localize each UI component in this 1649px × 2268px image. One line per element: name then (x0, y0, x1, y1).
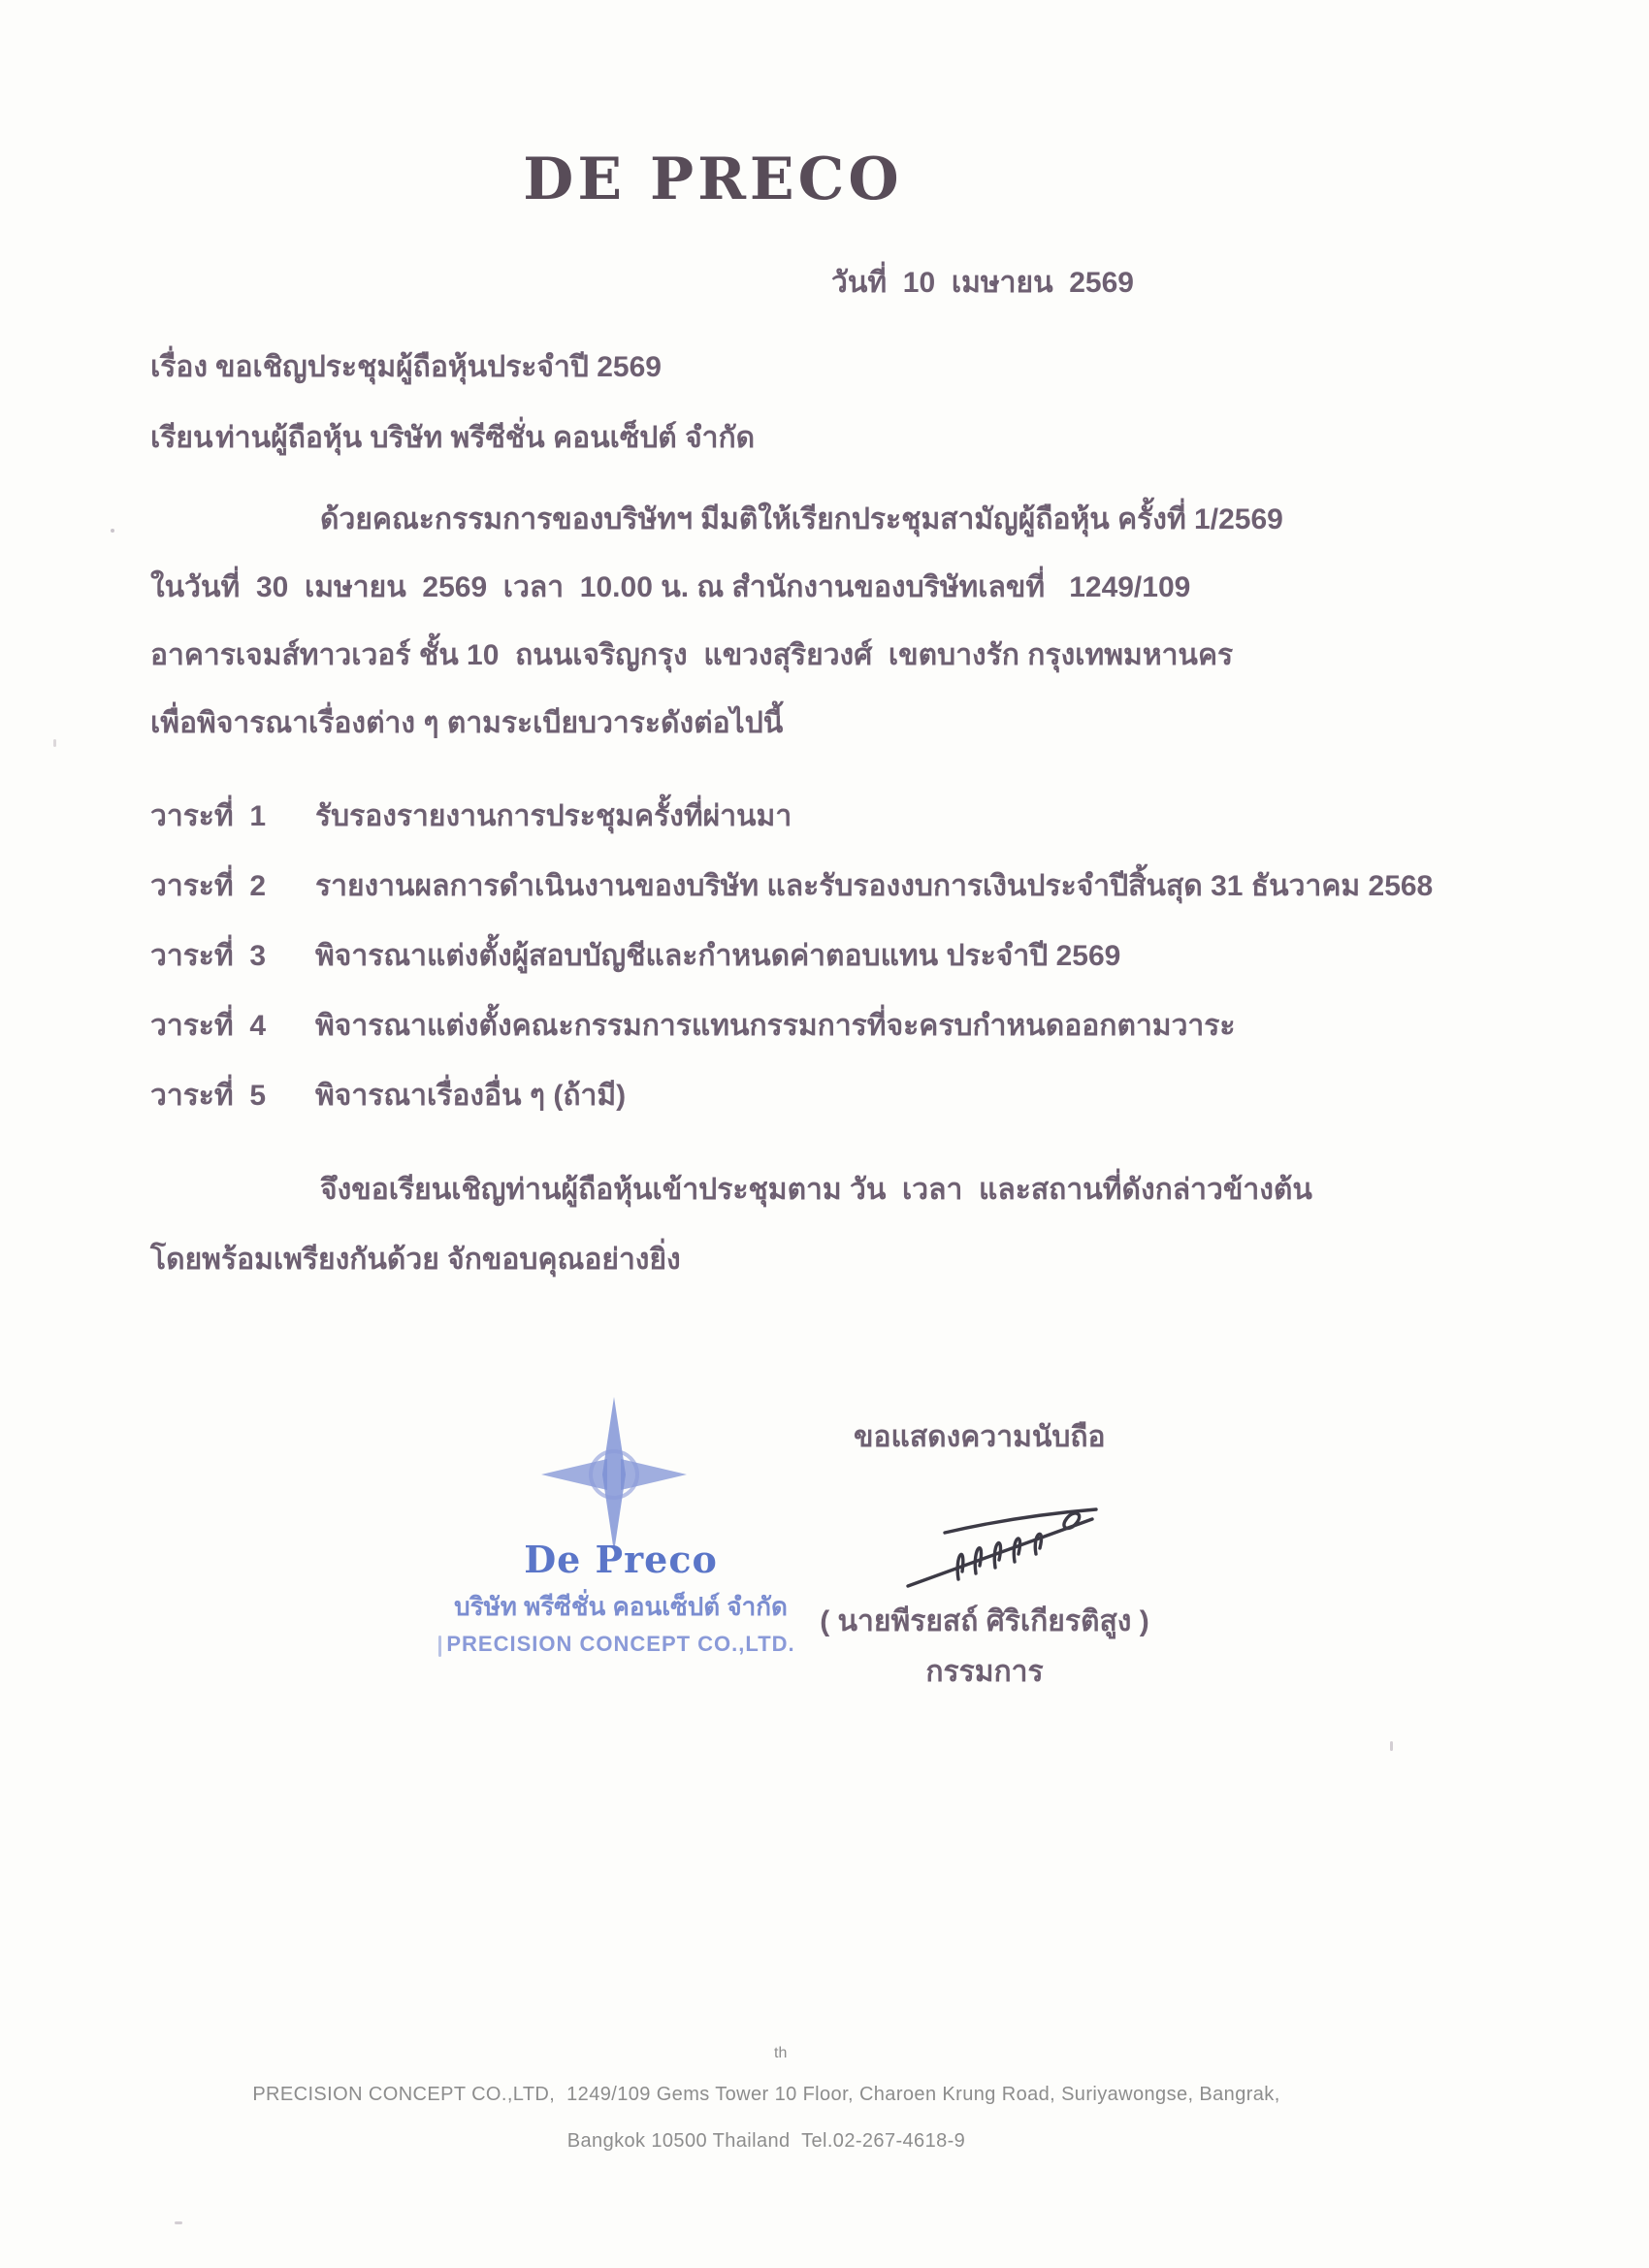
agenda-item-label: วาระที่ 4 (150, 1010, 267, 1042)
agenda-item-text: รายงานผลการดำเนินงานของบริษัท และรับรองงบการเงินประจำปีสิ้นสุด 31 ธันวาคม 2568 (315, 870, 1434, 902)
subject-label: เรื่อง (150, 351, 209, 383)
scan-speck (111, 529, 114, 533)
body-line: เพื่อพิจารณาเรื่องต่าง ๆ ตามระเบียบวาระดังต่อไปนี้ (150, 707, 784, 739)
agenda-item-label: วาระที่ 2 (150, 870, 267, 902)
subject-text: ขอเชิญประชุมผู้ถือหุ้นประจำปี 2569 (215, 351, 662, 383)
handwritten-signature (885, 1476, 1106, 1618)
footer-address-line-1: PRECISION CONCEPT CO.,LTD, 1249/109 Gems Tower 10 Floor, Charoen Krung Road, Suriyawongse, Bangrak, (252, 2084, 1280, 2105)
closing-line: โดยพร้อมเพรียงกันด้วย จักขอบคุณอย่างยิ่ง (150, 1244, 681, 1276)
agenda-item-text: พิจารณาแต่งตั้งคณะกรรมการแทนกรรมการที่จะครบกำหนดออกตามวาระ (315, 1010, 1236, 1042)
scan-speck (1390, 1741, 1393, 1751)
signer-name: ( นายพีรยสถ์ ศิริเกียรติสูง ) (820, 1605, 1149, 1637)
footer-address-line-2: Bangkok 10500 Thailand Tel.02-267-4618-9 (566, 2130, 966, 2152)
body-line: อาคารเจมส์ทาวเวอร์ ชั้น 10 ถนนเจริญกรุง แขวงสุริยวงศ์ เขตบางรัก กรุงเทพมหานคร (150, 639, 1234, 671)
agenda-item-text: พิจารณาเรื่องอื่น ๆ (ถ้ามี) (315, 1080, 627, 1112)
recipient-label: เรียน (150, 422, 213, 454)
stamp-company-english: PRECISION CONCEPT CO.,LTD. (446, 1632, 795, 1656)
date-line: วันที่ 10 เมษายน 2569 (831, 267, 1134, 299)
agenda-item-label: วาระที่ 5 (150, 1080, 267, 1112)
company-logotype-title: DE PRECO (523, 146, 903, 213)
body-line: ในวันที่ 30 เมษายน 2569 เวลา 10.00 น. ณ สำนักงานของบริษัทเลขที่ 1249/109 (150, 571, 1191, 603)
closing-line: จึงขอเรียนเชิญท่านผู้ถือหุ้นเข้าประชุมตาม วัน เวลา และสถานที่ดังกล่าวข้างต้น (320, 1174, 1312, 1206)
recipient-text: ท่านผู้ถือหุ้น บริษัท พรีซีชั่น คอนเซ็ปต์ จำกัด (215, 422, 756, 454)
stamp-brand-name: De Preco (524, 1538, 718, 1581)
agenda-item-label: วาระที่ 1 (150, 800, 267, 832)
stamp-company-thai: บริษัท พรีซีชั่น คอนเซ็ปต์ จำกัด (454, 1592, 788, 1621)
signer-title: กรรมการ (925, 1656, 1044, 1688)
scan-speck (175, 2221, 182, 2224)
agenda-item-label: วาระที่ 3 (150, 940, 267, 972)
sign-off-text: ขอแสดงความนับถือ (854, 1421, 1106, 1453)
scan-speck (53, 739, 56, 747)
agenda-item-text: รับรองรายงานการประชุมครั้งที่ผ่านมา (315, 800, 792, 832)
body-line: ด้วยคณะกรรมการของบริษัทฯ มีมติให้เรียกประชุมสามัญผู้ถือหุ้น ครั้งที่ 1/2569 (320, 503, 1283, 535)
agenda-item-text: พิจารณาแต่งตั้งผู้สอบบัญชีและกำหนดค่าตอบแทน ประจำปี 2569 (315, 940, 1121, 972)
footer-ordinal-superscript: th (774, 2045, 788, 2061)
